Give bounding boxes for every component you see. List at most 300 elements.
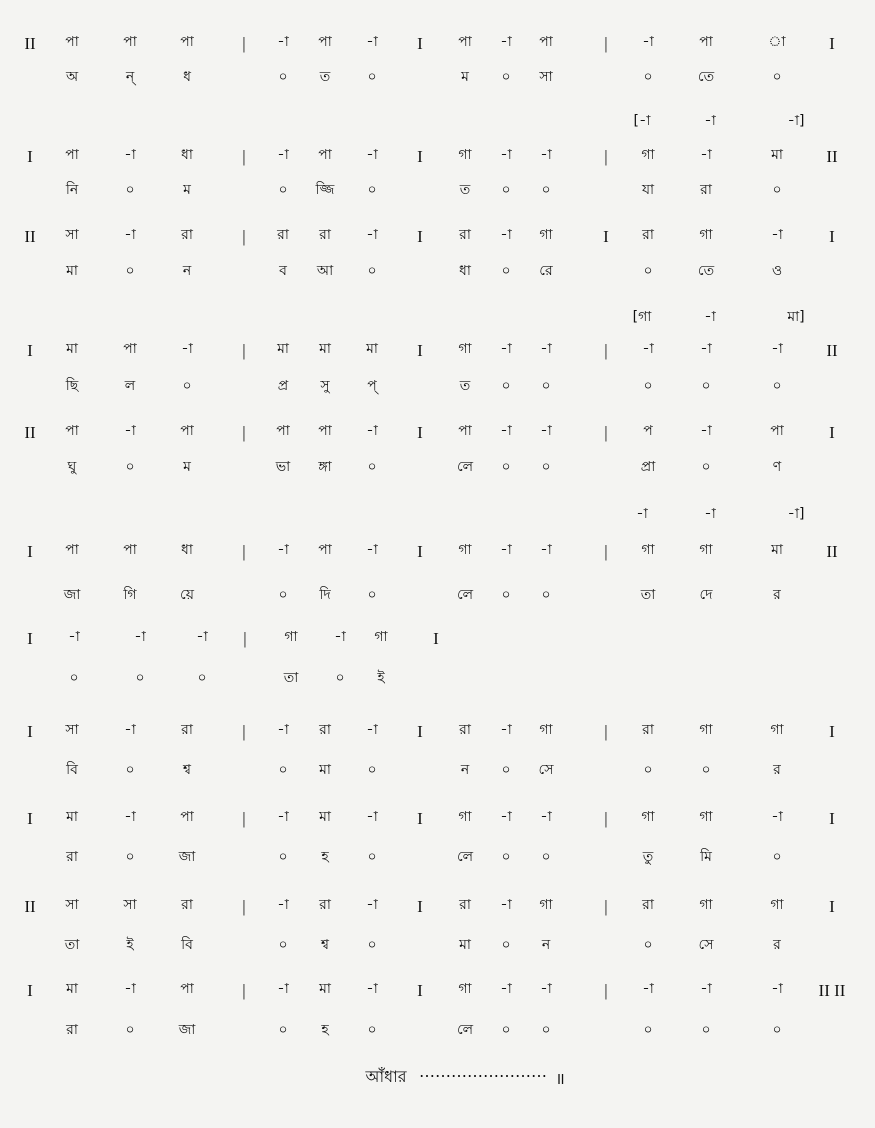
lyric-syllable: ম (183, 459, 191, 475)
lyric-syllable: ০ (367, 263, 377, 279)
bar-line: I (417, 423, 423, 442)
bar-line: I (417, 897, 423, 916)
alternate-swara: -া] (787, 113, 805, 129)
lyric-syllable: জ্জি (315, 182, 335, 198)
swara-note: মা (366, 341, 378, 357)
lyric-syllable: তা (640, 587, 656, 603)
lyric-syllable: ০ (701, 762, 711, 778)
swara-note: রা (277, 227, 289, 243)
swara-note: -া (540, 341, 552, 357)
lyric-syllable: ০ (541, 459, 551, 475)
bar-line: I (417, 227, 423, 246)
lyric-syllable: ০ (501, 762, 511, 778)
lyric-syllable: ই (377, 670, 385, 686)
bar-line: I (433, 629, 439, 648)
lyric-syllable: তে (697, 69, 715, 85)
alternate-swara: -া (704, 506, 716, 522)
swara-note: গা (539, 227, 553, 243)
lyric-syllable: ০ (541, 378, 551, 394)
bar-line: | (604, 542, 608, 561)
swara-note: -া (700, 981, 712, 997)
swara-note: পা (318, 34, 332, 50)
swara-note: রা (459, 897, 471, 913)
lyric-syllable: ০ (772, 182, 782, 198)
lyric-syllable: মা (66, 263, 78, 279)
bar-line: I (27, 542, 33, 561)
bar-line: | (242, 809, 246, 828)
lyric-syllable: ঘু (67, 459, 77, 475)
lyric-syllable: ০ (772, 1022, 782, 1038)
lyric-syllable: ০ (367, 849, 377, 865)
lyric-syllable: মি (700, 849, 712, 865)
bar-line: | (242, 341, 246, 360)
swara-note: -া (124, 809, 136, 825)
lyric-syllable: ০ (501, 459, 511, 475)
swara-note: পা (65, 147, 79, 163)
swara-note: -া (500, 542, 512, 558)
swara-note: পা (180, 423, 194, 439)
lyric-syllable: ০ (125, 182, 135, 198)
lyric-syllable: দে (699, 587, 713, 603)
swara-note: পা (318, 542, 332, 558)
swara-note: মা (319, 341, 331, 357)
lyric-syllable: ০ (643, 762, 653, 778)
swara-note: রা (319, 897, 331, 913)
bar-line: | (242, 981, 246, 1000)
lyric-syllable: ০ (125, 762, 135, 778)
bar-line: I (829, 423, 835, 442)
bar-line: | (604, 147, 608, 166)
lyric-syllable: যা (641, 182, 655, 198)
lyric-syllable: সা (539, 69, 553, 85)
swara-note: পা (699, 34, 713, 50)
bar-line: | (242, 34, 246, 53)
lyric-syllable: ০ (772, 378, 782, 394)
lyric-syllable: প্র (277, 378, 289, 394)
lyric-syllable: র (773, 762, 781, 778)
lyric-syllable: ০ (701, 1022, 711, 1038)
lyric-syllable: ০ (367, 69, 377, 85)
lyric-syllable: ০ (278, 762, 288, 778)
lyric-syllable: তু (642, 849, 654, 865)
bar-line: | (242, 147, 246, 166)
lyric-syllable: ই (126, 937, 134, 953)
bar-line: | (242, 423, 246, 442)
swara-note: মা (66, 341, 78, 357)
swara-note: গা (539, 897, 553, 913)
swara-note: -া (700, 423, 712, 439)
lyric-syllable: রা (66, 1022, 78, 1038)
swara-note: -া (771, 227, 783, 243)
swara-note: -া (366, 722, 378, 738)
swara-note: সা (65, 722, 79, 738)
swara-note: -া (700, 147, 712, 163)
lyric-syllable: ০ (367, 182, 377, 198)
swara-note: গা (699, 542, 713, 558)
swara-note: -া (771, 981, 783, 997)
lyric-syllable: নি (65, 182, 79, 198)
lyric-syllable: ০ (772, 849, 782, 865)
lyric-syllable: ০ (335, 670, 345, 686)
lyric-syllable: ০ (643, 263, 653, 279)
lyric-syllable: গি (123, 587, 137, 603)
lyric-syllable: ০ (135, 670, 145, 686)
bar-line: | (242, 897, 246, 916)
lyric-syllable: ০ (643, 378, 653, 394)
swara-note: সা (123, 897, 137, 913)
bar-line: II II (818, 981, 846, 1000)
swara-note: রা (181, 897, 193, 913)
swara-note: -া (500, 34, 512, 50)
alternate-swara: -া] (787, 506, 805, 522)
lyric-syllable: শ্ব (321, 937, 329, 953)
swara-note: গা (641, 147, 655, 163)
lyric-syllable: ০ (541, 182, 551, 198)
swara-note: -া (642, 34, 654, 50)
bar-line: | (604, 897, 608, 916)
lyric-syllable: য়ে (180, 587, 194, 603)
swara-note: পা (180, 809, 194, 825)
lyric-syllable: ত (459, 378, 471, 394)
lyric-syllable: ০ (501, 378, 511, 394)
swara-note: গা (458, 341, 472, 357)
lyric-syllable: র (773, 587, 781, 603)
lyric-syllable: ০ (501, 587, 511, 603)
lyric-syllable: ০ (125, 459, 135, 475)
lyric-syllable: ০ (367, 1022, 377, 1038)
bar-line: II (24, 227, 36, 246)
lyric-syllable: ছি (65, 378, 79, 394)
bar-line: | (604, 981, 608, 1000)
lyric-syllable: সে (538, 762, 554, 778)
lyric-syllable: ০ (541, 587, 551, 603)
swara-note: -া (366, 897, 378, 913)
swara-note: গা (699, 809, 713, 825)
swara-note: -া (500, 147, 512, 163)
swara-note: -া (540, 981, 552, 997)
bar-line: I (417, 34, 423, 53)
bar-line: I (27, 722, 33, 741)
swara-note: -া (366, 423, 378, 439)
lyric-syllable: হ (321, 849, 329, 865)
lyric-syllable: ০ (501, 1022, 511, 1038)
bar-line: I (417, 341, 423, 360)
swara-note: গা (458, 147, 472, 163)
lyric-syllable: ০ (501, 69, 511, 85)
swara-note: পা (123, 34, 137, 50)
swara-note: -া (196, 629, 208, 645)
lyric-syllable: ০ (278, 182, 288, 198)
alternate-swara: [গা (632, 309, 652, 325)
lyric-syllable: ০ (643, 937, 653, 953)
swara-note: রা (642, 897, 654, 913)
bar-line: II (826, 341, 838, 360)
swara-note: প (643, 423, 653, 439)
bar-line: II (826, 542, 838, 561)
swara-note: পা (180, 981, 194, 997)
lyric-syllable: ০ (701, 378, 711, 394)
lyric-syllable: ০ (367, 937, 377, 953)
lyric-syllable: ০ (772, 69, 782, 85)
swara-note: -া (366, 809, 378, 825)
lyric-syllable: ০ (125, 849, 135, 865)
alternate-swara: -া (704, 113, 716, 129)
swara-note: -া (771, 341, 783, 357)
swara-note: পা (458, 34, 472, 50)
bar-line: I (417, 147, 423, 166)
swara-note: রা (181, 227, 193, 243)
lyric-syllable: রা (700, 182, 712, 198)
bar-line: | (604, 809, 608, 828)
lyric-syllable: শ্ব (183, 762, 191, 778)
swara-note: পা (123, 542, 137, 558)
swara-note: -া (500, 722, 512, 738)
lyric-syllable: ০ (278, 849, 288, 865)
swara-note: -া (540, 147, 552, 163)
footer-dots: …………………… (419, 1062, 547, 1081)
lyric-syllable: ০ (367, 587, 377, 603)
lyric-syllable: জা (63, 587, 81, 603)
lyric-syllable: অ (65, 69, 79, 85)
swara-note: পা (65, 34, 79, 50)
lyric-syllable: ০ (541, 849, 551, 865)
bar-line: | (242, 227, 246, 246)
lyric-syllable: প্ (367, 378, 377, 394)
lyric-syllable: তে (697, 263, 715, 279)
swara-note: ধা (181, 542, 193, 558)
lyric-syllable: প্রা (640, 459, 656, 475)
footer-end-mark: ॥ (555, 1069, 565, 1088)
swara-note: -া (277, 722, 289, 738)
lyric-syllable: হ (321, 1022, 329, 1038)
lyric-syllable: তা (64, 937, 80, 953)
lyric-syllable: ভা (275, 459, 291, 475)
swara-note: গা (374, 629, 388, 645)
swara-note: রা (459, 722, 471, 738)
lyric-syllable: আ (316, 263, 334, 279)
bar-line: | (604, 722, 608, 741)
swara-note: -া (500, 897, 512, 913)
swara-note: পা (318, 147, 332, 163)
lyric-syllable: ০ (501, 182, 511, 198)
swara-note: -া (277, 34, 289, 50)
swara-note: -া (500, 423, 512, 439)
swara-note: -া (366, 147, 378, 163)
lyric-syllable: ০ (501, 263, 511, 279)
bar-line: I (27, 341, 33, 360)
swara-note: গা (699, 722, 713, 738)
swara-note: -া (124, 981, 136, 997)
swara-note: -া (277, 809, 289, 825)
swara-note: -া (124, 722, 136, 738)
bar-line: II (24, 34, 36, 53)
alternate-swara: মা] (787, 309, 805, 325)
lyric-syllable: ০ (182, 378, 192, 394)
lyric-syllable: ০ (125, 1022, 135, 1038)
bar-line: I (829, 227, 835, 246)
swara-note: -া (124, 227, 136, 243)
swara-note: মা (66, 809, 78, 825)
lyric-syllable: ০ (501, 937, 511, 953)
lyric-syllable: ন (541, 937, 551, 953)
swara-note: -া (181, 341, 193, 357)
bar-line: I (829, 809, 835, 828)
lyric-syllable: বি (181, 937, 193, 953)
swara-note: গা (458, 809, 472, 825)
swara-note: রা (319, 722, 331, 738)
lyric-syllable: বি (66, 762, 78, 778)
alternate-swara: -া (704, 309, 716, 325)
lyric-syllable: ০ (278, 937, 288, 953)
bar-line: I (829, 722, 835, 741)
footer-lyric: আঁধার (365, 1067, 407, 1086)
bar-line: I (27, 809, 33, 828)
swara-note: -া (366, 227, 378, 243)
bar-line: I (417, 809, 423, 828)
bar-line: I (417, 722, 423, 741)
swara-note: -া (500, 809, 512, 825)
swara-note: -া (540, 542, 552, 558)
bar-line: I (603, 227, 609, 246)
bar-line: I (27, 629, 33, 648)
swara-note: -া (642, 341, 654, 357)
swara-note: -া (124, 147, 136, 163)
lyric-syllable: সে (698, 937, 714, 953)
swara-note: রা (642, 227, 654, 243)
swara-note: গা (699, 897, 713, 913)
swara-note: গা (284, 629, 298, 645)
swara-note: মা (319, 809, 331, 825)
swara-note: গা (770, 897, 784, 913)
lyric-syllable: রে (539, 263, 553, 279)
swara-note: রা (181, 722, 193, 738)
lyric-syllable: ম (183, 182, 191, 198)
bar-line: II (24, 423, 36, 442)
swara-note: -া (500, 227, 512, 243)
swara-note: া (768, 34, 786, 50)
lyric-syllable: ০ (643, 69, 653, 85)
swara-note: -া (500, 341, 512, 357)
swara-note: পা (770, 423, 784, 439)
swara-note: -া (277, 897, 289, 913)
lyric-syllable: ত (319, 69, 331, 85)
bar-line: I (27, 147, 33, 166)
bar-line: | (604, 423, 608, 442)
swara-note: রা (642, 722, 654, 738)
swara-note: -া (366, 542, 378, 558)
swara-note: সা (65, 897, 79, 913)
lyric-syllable: ০ (278, 69, 288, 85)
swara-note: পা (318, 423, 332, 439)
bar-line: II (826, 147, 838, 166)
swara-note: সা (65, 227, 79, 243)
swara-note: -া (500, 981, 512, 997)
swara-note: পা (65, 542, 79, 558)
bar-line: I (417, 542, 423, 561)
swara-note: মা (66, 981, 78, 997)
swara-note: -া (771, 809, 783, 825)
swara-note: গা (458, 542, 472, 558)
bar-line: I (829, 897, 835, 916)
lyric-syllable: ন্ (125, 69, 135, 85)
swara-note: মা (319, 981, 331, 997)
swara-note: পা (65, 423, 79, 439)
swara-note: -া (540, 423, 552, 439)
swara-note: গা (458, 981, 472, 997)
bar-line: | (604, 341, 608, 360)
lyric-syllable: লে (456, 587, 474, 603)
lyric-syllable: ব (279, 263, 287, 279)
bar-line: I (27, 981, 33, 1000)
swara-note: -া (700, 341, 712, 357)
bar-line: | (243, 629, 247, 648)
alternate-swara: [-া (633, 113, 651, 129)
bar-line: | (242, 542, 246, 561)
swara-note: -া (366, 981, 378, 997)
swara-note: গা (699, 227, 713, 243)
lyric-syllable: সু (320, 378, 330, 394)
lyric-syllable: ঙ্গা (318, 459, 332, 475)
lyric-syllable: লে (456, 459, 474, 475)
lyric-syllable: ন (182, 263, 192, 279)
lyric-syllable: ত (459, 182, 471, 198)
swara-note: -া (277, 542, 289, 558)
lyric-syllable: ল (124, 378, 136, 394)
lyric-syllable: দি (319, 587, 331, 603)
lyric-syllable: র (773, 937, 781, 953)
lyric-syllable: মা (459, 937, 471, 953)
swara-note: গা (539, 722, 553, 738)
swara-note: মা (277, 341, 289, 357)
swara-note: পা (539, 34, 553, 50)
lyric-syllable: ও (771, 263, 783, 279)
bar-line: I (417, 981, 423, 1000)
swara-note: -া (642, 981, 654, 997)
swara-note: গা (641, 542, 655, 558)
lyric-syllable: ০ (501, 849, 511, 865)
lyric-syllable: রা (66, 849, 78, 865)
bar-line: II (24, 897, 36, 916)
swara-note: -া (334, 629, 346, 645)
lyric-syllable: তা (283, 670, 299, 686)
lyric-syllable: ০ (701, 459, 711, 475)
lyric-syllable: জা (178, 1022, 196, 1038)
lyric-syllable: ০ (125, 263, 135, 279)
swara-note: -া (277, 147, 289, 163)
lyric-syllable: ণ (772, 459, 782, 475)
swara-note: -া (68, 629, 80, 645)
swara-note: মা (771, 147, 783, 163)
lyric-syllable: ০ (69, 670, 79, 686)
swara-note: পা (458, 423, 472, 439)
swara-note: -া (366, 34, 378, 50)
swara-note: -া (277, 981, 289, 997)
lyric-syllable: ০ (367, 762, 377, 778)
lyric-syllable: জা (178, 849, 196, 865)
lyric-syllable: লে (456, 849, 474, 865)
lyric-syllable: ধা (459, 263, 471, 279)
swara-note: মা (771, 542, 783, 558)
lyric-syllable: ০ (278, 1022, 288, 1038)
lyric-syllable: ধ (183, 69, 191, 85)
swara-note: রা (459, 227, 471, 243)
lyric-syllable: মা (319, 762, 331, 778)
lyric-syllable: ০ (367, 459, 377, 475)
swara-note: -া (134, 629, 146, 645)
swara-note: পা (180, 34, 194, 50)
swara-note: গা (770, 722, 784, 738)
lyric-syllable: লে (456, 1022, 474, 1038)
